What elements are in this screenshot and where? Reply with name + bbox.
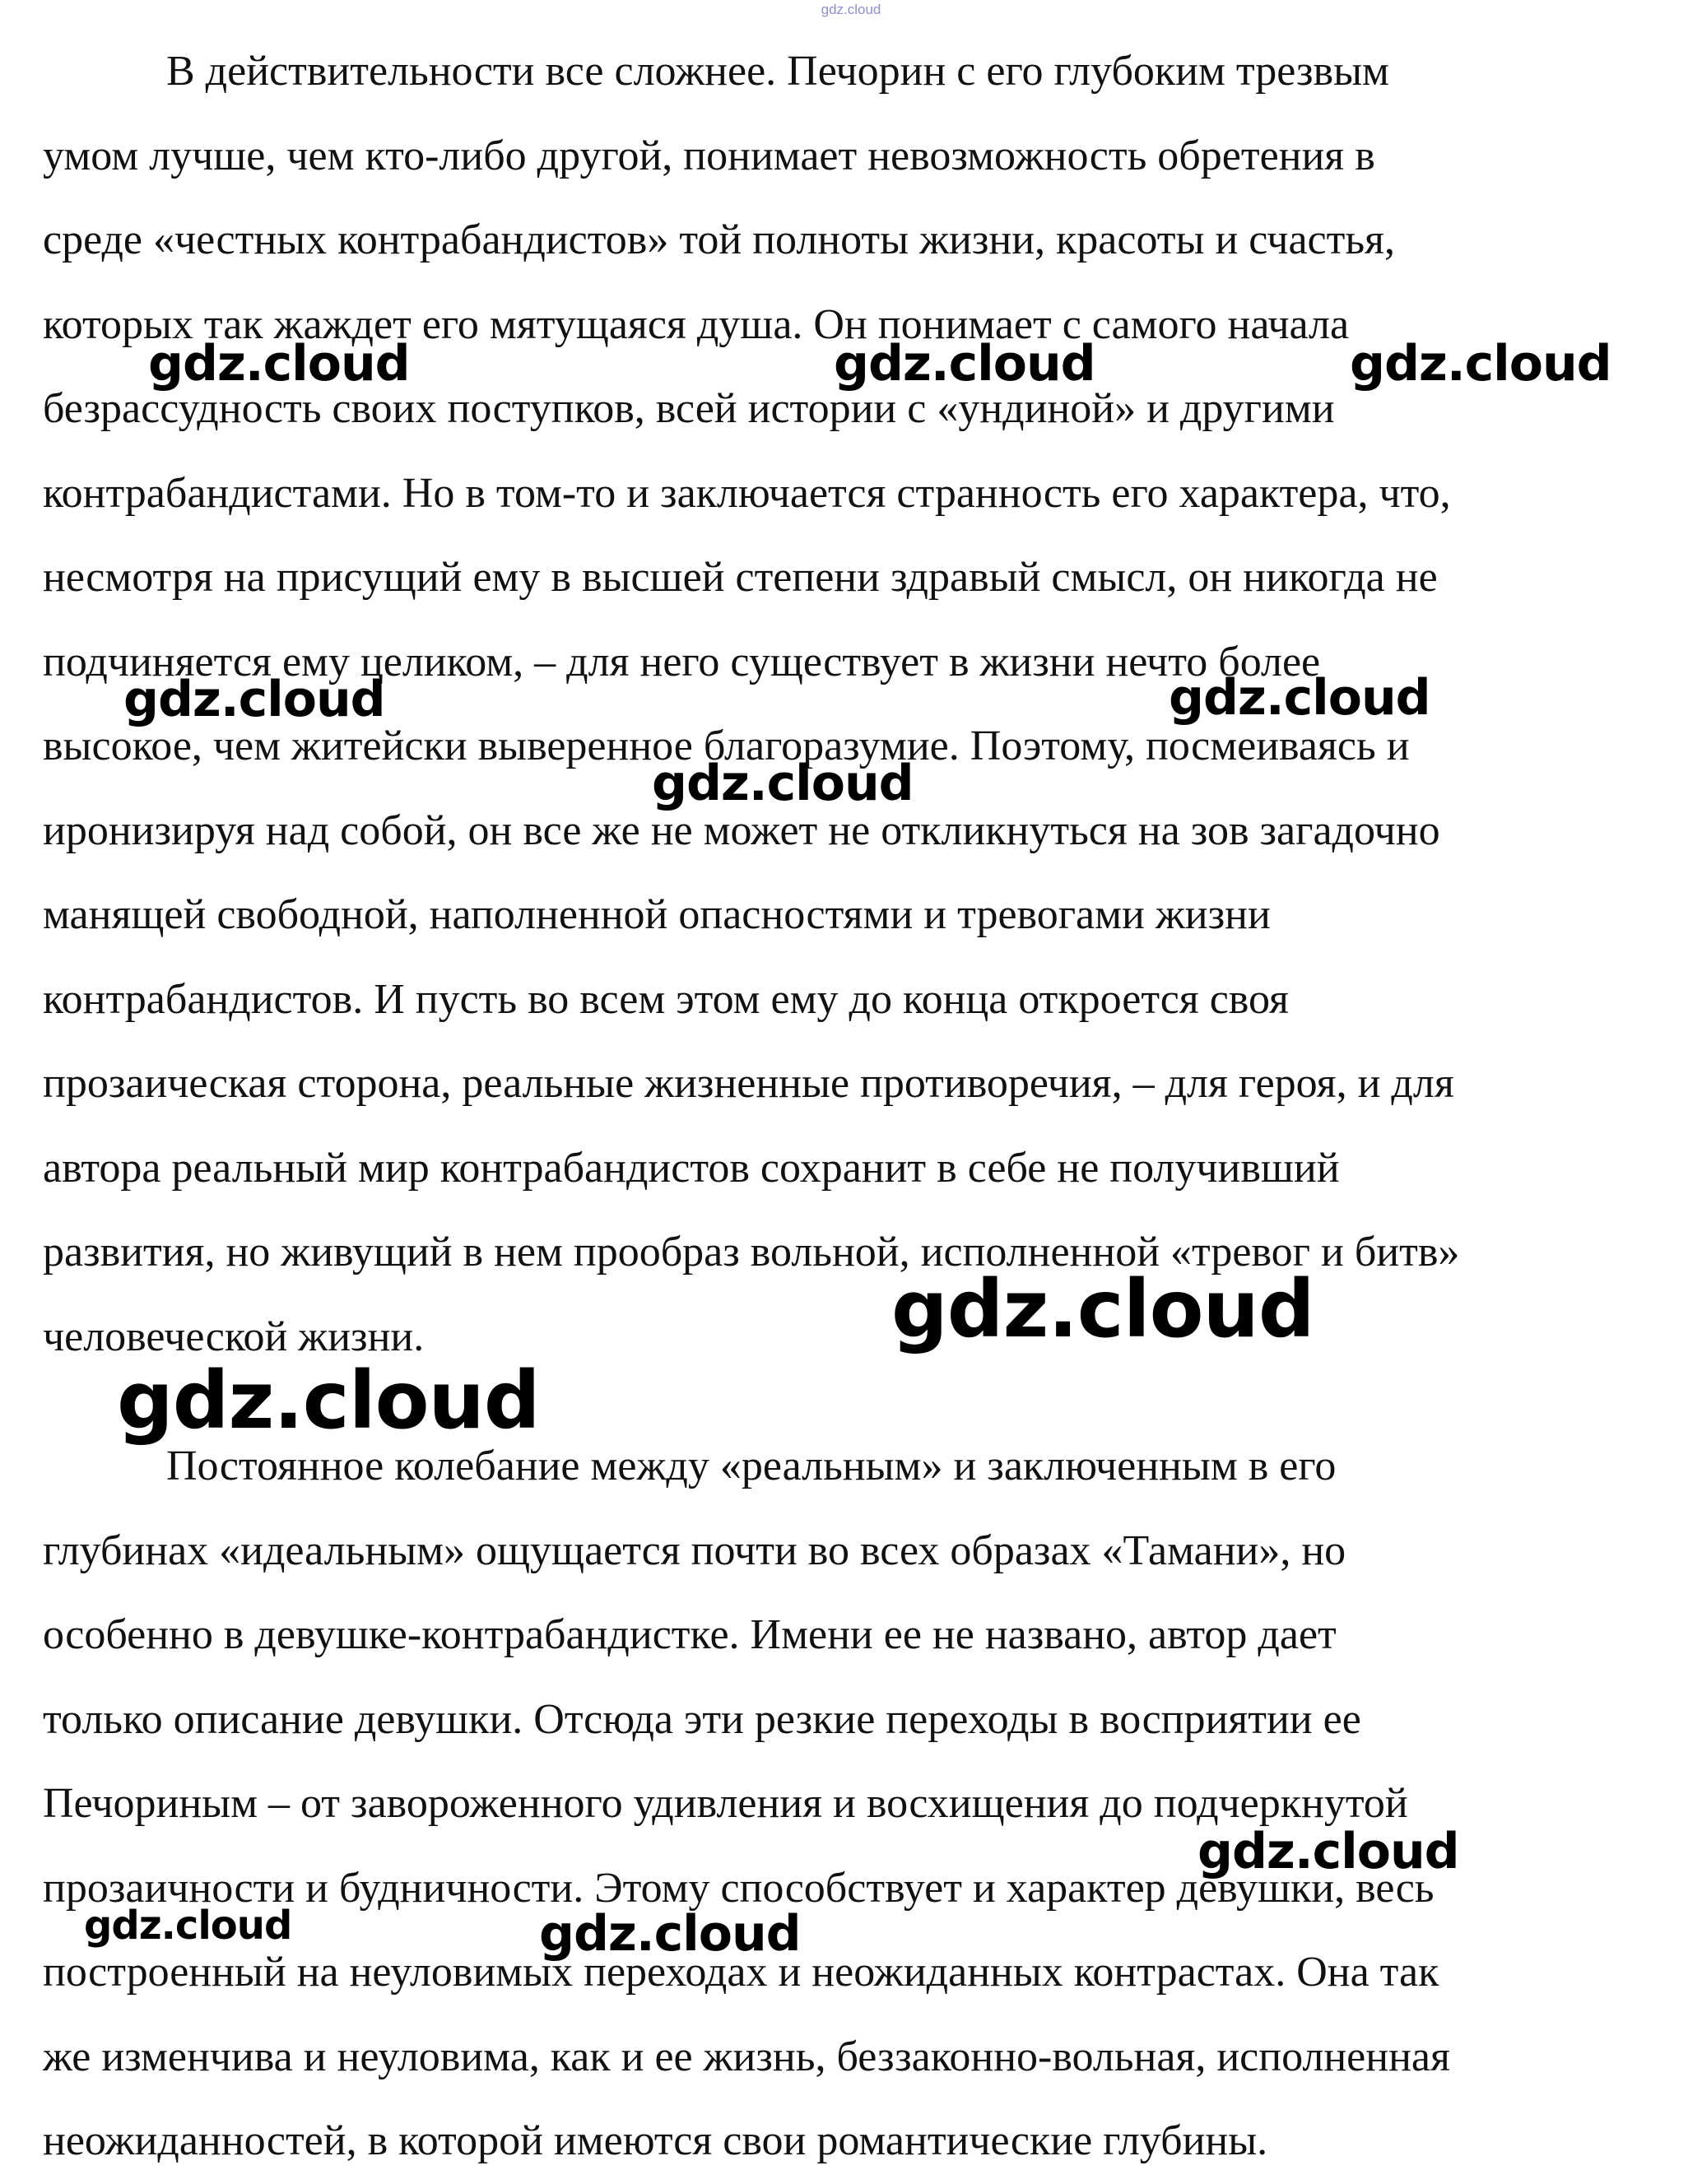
watermark: gdz.cloud xyxy=(1169,669,1430,727)
text-line: высокое, чем житейски выверенное благоразумие. Поэтому, посмеиваясь и xyxy=(43,723,1410,769)
text-line: особенно в девушке-контрабандистке. Имени ее не названо, автор дает xyxy=(43,1611,1337,1658)
text-line: автора реальный мир контрабандистов сохранит в себе не получивший xyxy=(43,1144,1340,1192)
text-line: которых так жаждет его мятущаяся душа. Он понимает с самого начала xyxy=(43,300,1350,348)
text-line: Печориным – от завороженного удивления и восхищения до подчеркнутой xyxy=(43,1780,1408,1827)
text-line: В действительности все сложнее. Печорин с его глубоким трезвым xyxy=(166,48,1389,95)
text-line: неожиданностей, в которой имеются свои романтические глубины. xyxy=(43,2117,1268,2164)
text-line: развития, но живущий в нем прообраз вольной, исполненной «тревог и битв» xyxy=(43,1229,1460,1276)
text-line: Постоянное колебание между «реальным» и заключенным в его xyxy=(166,1443,1337,1489)
watermark: gdz.cloud xyxy=(891,1263,1314,1355)
text-line: несмотря на присущий ему в высшей степени здравый смысл, он никогда не xyxy=(43,554,1438,601)
watermark: gdz.cloud xyxy=(123,671,385,728)
text-line: прозаическая сторона, реальные жизненные противоречия, – для героя, и для xyxy=(43,1060,1454,1107)
text-line: подчиняется ему целиком, – для него существует в жизни нечто более xyxy=(43,638,1321,685)
text-line: безрассудность своих поступков, всей истории с «ундиной» и другими xyxy=(43,385,1335,432)
watermark: gdz.cloud xyxy=(148,335,410,393)
text-line: контрабандистов. И пусть во всем этом ему до конца откроется своя xyxy=(43,975,1289,1023)
watermark: gdz.cloud xyxy=(117,1355,540,1447)
text-line: глубинах «идеальным» ощущается почти во всех образах «Тамани», но xyxy=(43,1526,1346,1574)
paragraph-2 xyxy=(43,1424,1668,2184)
header-watermark: gdz.cloud xyxy=(821,2,881,17)
watermark: gdz.cloud xyxy=(1197,1823,1459,1880)
text-line: прозаичности и будничности. Этому способствует и характер девушки, весь xyxy=(43,1864,1435,1912)
text-line: манящей свободной, наполненной опасностями и тревогами жизни xyxy=(43,891,1271,938)
text-line: человеческой жизни. xyxy=(43,1313,425,1360)
watermark: gdz.cloud xyxy=(834,335,1095,393)
text-line: построенный на неуловимых переходах и неожиданных контрастах. Она так xyxy=(43,1949,1439,1996)
text-line: контрабандистами. Но в том-то и заключается странность его характера, что, xyxy=(43,469,1451,517)
text-line: иронизируя над собой, он все же не может не откликнуться на зов загадочно xyxy=(43,806,1440,854)
text-line: же изменчива и неуловима, как и ее жизнь, беззаконно-вольная, исполненная xyxy=(43,2033,1450,2080)
text-line: умом лучше, чем кто-либо другой, понимает невозможность обретения в xyxy=(43,132,1375,179)
text-line: только описание девушки. Отсюда эти резкие переходы в восприятии ее xyxy=(43,1695,1361,1743)
watermark: gdz.cloud xyxy=(84,1903,292,1949)
watermark: gdz.cloud xyxy=(1350,335,1611,393)
watermark: gdz.cloud xyxy=(652,755,914,812)
text-line: среде «честных контрабандистов» той полноты жизни, красоты и счастья, xyxy=(43,216,1395,263)
watermark: gdz.cloud xyxy=(539,1905,801,1963)
